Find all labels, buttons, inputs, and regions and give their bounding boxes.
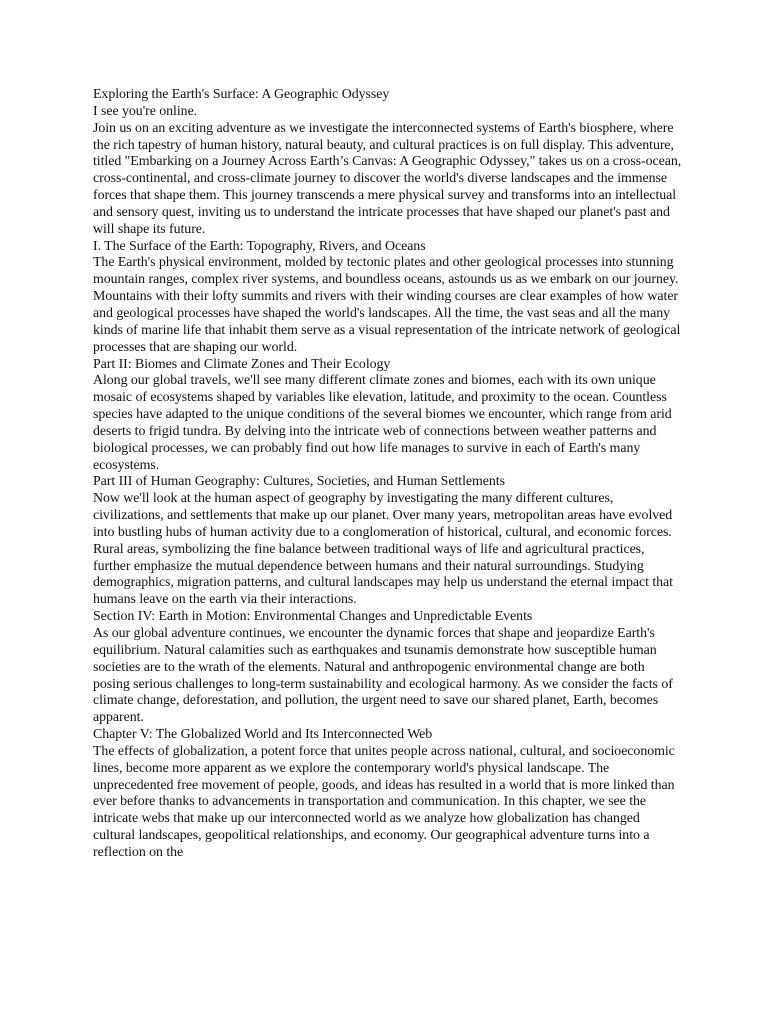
section-5-body: The effects of globalization, a potent force that unites people across national, cultural, and socioeconomic lines, become more apparent as we explore the contemporary world's physical landscape. The unprecedented free movement of people, goods, and ideas has resulted in a world that is more linked than ever before thanks to advancements in transportation and communication. In this chapter, we see the intricate webs that make up our interconnected world as we analyze how globalization has changed cultural landscapes, geopolitical relationships, and economy. Our geographical adventure turns into a reflection on the [93, 743, 675, 860]
greeting-line: I see you're online. [93, 103, 198, 119]
document-page [93, 87, 683, 862]
document-title: Exploring the Earth's Surface: A Geographic Odyssey [93, 87, 390, 102]
section-5-heading: Chapter V: The Globalized World and Its Interconnected Web [93, 727, 433, 743]
section-1-heading: I. The Surface of the Earth: Topography, Rivers, and Oceans [93, 238, 426, 254]
section-3-heading: Part III of Human Geography: Cultures, Societies, and Human Settlements [93, 474, 505, 490]
section-2-heading: Part II: Biomes and Climate Zones and Their Ecology [93, 356, 391, 372]
intro-paragraph: Join us on an exciting adventure as we investigate the interconnected systems of Earth's biosphere, where the rich tapestry of human history, natural beauty, and cultural practices is on full display. This adventure, titled "Embarking on a Journey Across Earth’s Canvas: A Geographic Odyssey," takes us on a cross-ocean, cross-continental, and cross-climate journey to discover the world's diverse landscapes and the immense forces that shape them. This journey transcends a mere physical survey and transforms into an intellectual and sensory quest, inviting us to understand the intricate processes that have shaped our planet's past and will shape its future. [93, 120, 682, 237]
section-3-body: Now we'll look at the human aspect of geography by investigating the many different cultures, civilizations, and settlements that make up our planet. Over many years, metropolitan areas have evolved into bustling hubs of human activity due to a conglomeration of historical, cultural, and economic forces. Rural areas, symbolizing the fine balance between traditional ways of life and agricultural practices, further emphasize the mutual dependence between humans and their natural surroundings. Studying demographics, migration patterns, and cultural landscapes may help us understand the eternal impact that humans leave on the earth via their interactions. [93, 491, 673, 608]
section-4-heading: Section IV: Earth in Motion: Environmental Changes and Unpredictable Events [93, 609, 533, 625]
section-4-body: As our global adventure continues, we encounter the dynamic forces that shape and jeopardize Earth's equilibrium. Natural calamities such as earthquakes and tsunamis demonstrate how susceptible human societies are to the wrath of the elements. Natural and anthropogenic environmental change are both posing serious challenges to long-term sustainability and ecological harmony. As we consider the facts of climate change, deforestation, and pollution, the urgent need to save our shared planet, Earth, becomes apparent. [93, 626, 673, 726]
section-1-body: The Earth's physical environment, molded by tectonic plates and other geological processes into stunning mountain ranges, complex river systems, and boundless oceans, astounds us as we embark on our journey. Mountains with their lofty summits and rivers with their winding courses are clear examples of how water and geological processes have shaped the world's landscapes. All the time, the vast seas and all the many kinds of marine life that inhabit them serve as a visual representation of the intricate network of geological processes that are shaping our world. [93, 255, 681, 355]
section-2-body: Along our global travels, we'll see many different climate zones and biomes, each with its own unique mosaic of ecosystems shaped by variables like elevation, latitude, and proximity to the ocean. Countless species have adapted to the unique conditions of the several biomes we encounter, which range from arid deserts to frigid tundra. By delving into the intricate web of connections between weather patterns and biological processes, we can probably find out how life manages to survive in each of Earth's many ecosystems. [93, 373, 672, 473]
